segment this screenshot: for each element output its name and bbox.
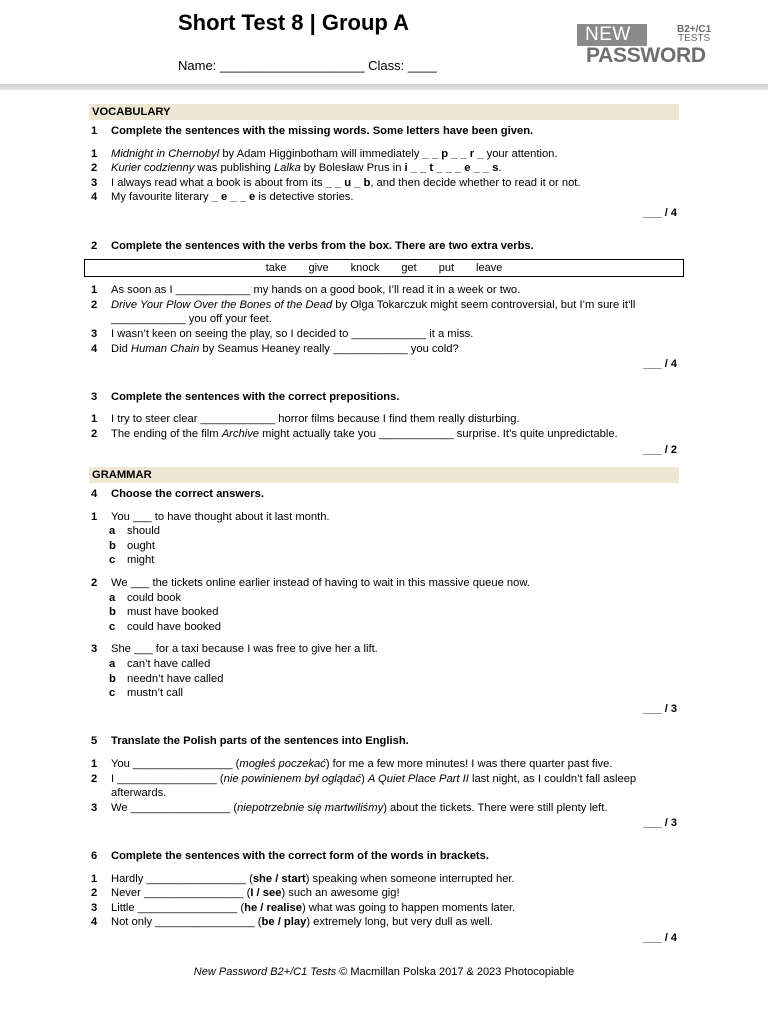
list-item — [89, 327, 679, 342]
item-number: 2 — [91, 162, 98, 175]
answer-option[interactable] — [89, 524, 679, 539]
logo-password: PASSWORD — [586, 44, 706, 67]
item-number: 2 — [91, 427, 98, 440]
instruction-text: Complete the sentences with the correct form of the words in brackets. — [111, 849, 489, 862]
option-text: needn’t have called — [127, 672, 224, 685]
item-number: 1 — [91, 758, 98, 770]
instruction-text: Complete the sentences with the missing words. Some letters have been given. — [111, 125, 534, 137]
instruction-text: Choose the correct answers. — [111, 488, 264, 501]
item-number: 3 — [91, 901, 98, 914]
logo-level: B2+/C1 — [677, 24, 712, 35]
option-text: could have booked — [127, 620, 221, 633]
instruction-text: Translate the Polish parts of the sentences into English. — [111, 735, 409, 748]
exercise-number: 3 — [91, 390, 98, 403]
score-box: ___ / 4 — [643, 358, 677, 371]
list-item — [89, 412, 679, 427]
option-letter: b — [109, 606, 116, 619]
exercise-6-instruction — [89, 849, 679, 864]
item-number: 1 — [91, 510, 98, 523]
item-text: Drive Your Plow Over the Bones of the Dead by Olga Tokarczuk might seem controversial, but I’m sure it’ll ____________ you off your feet. — [111, 298, 636, 326]
item-number: 4 — [91, 342, 98, 355]
option-text: can’t have called — [127, 658, 211, 671]
list-item — [89, 190, 679, 205]
section-heading-grammar: GRAMMAR — [89, 467, 679, 483]
list-item — [89, 757, 679, 772]
instruction-text: Complete the sentences with the verbs from the box. There are two extra verbs. — [111, 239, 534, 252]
item-number: 2 — [91, 577, 98, 590]
item-text: Midnight in Chernobyl by Adam Higginbotham will immediately _ _ p _ _ r _ your attention. — [111, 147, 558, 160]
item-text: My favourite literary _ e _ _ e is detective stories. — [111, 191, 354, 204]
score-box: ___ / 2 — [643, 443, 677, 456]
option-letter: b — [109, 539, 116, 552]
answer-option[interactable] — [89, 553, 679, 568]
answer-option[interactable] — [89, 591, 679, 606]
item-number: 3 — [91, 801, 98, 814]
item-text: You ________________ (mogłeś poczekać) for me a few more minutes! I was there quarter past five. — [111, 758, 613, 770]
exercise-1-instruction — [89, 124, 679, 139]
item-text: Not only ________________ (be / play) extremely long, but very dull as well. — [111, 916, 493, 929]
question — [89, 576, 679, 591]
exercise-5-instruction — [89, 734, 679, 749]
word-box-item: leave — [476, 262, 503, 275]
question-text: She ___ for a taxi because I was free to give her a lift. — [111, 643, 378, 656]
item-text: I try to steer clear ____________ horror films because I find them really disturbing. — [111, 413, 520, 426]
header-divider — [0, 84, 768, 90]
item-number: 4 — [91, 916, 98, 929]
question-text: You ___ to have thought about it last month. — [111, 510, 330, 523]
exercise-number: 4 — [91, 488, 98, 501]
score-box: ___ / 3 — [643, 817, 677, 830]
logo-tests: TESTS — [678, 33, 711, 44]
list-item — [89, 772, 679, 801]
item-text: As soon as I ____________ my hands on a good book, I’ll read it in a week or two. — [111, 284, 521, 297]
list-item — [89, 147, 679, 162]
exercise-number: 1 — [91, 125, 98, 137]
item-number: 3 — [91, 643, 98, 656]
word-box-item: take — [265, 262, 287, 275]
item-number: 2 — [91, 298, 98, 311]
question — [89, 642, 679, 657]
list-item — [89, 886, 679, 901]
score-box: ___ / 4 — [643, 206, 677, 219]
item-text: Kurier codzienny was publishing Lalka by Bolesław Prus in i _ _ t _ _ _ e _ _ s. — [111, 162, 502, 175]
item-text: The ending of the film Archive might actually take you ____________ surprise. It’s quite unpredictable. — [111, 427, 618, 440]
list-item — [89, 915, 679, 930]
item-text: Never ________________ (I / see) such an awesome gig! — [111, 887, 400, 900]
page-footer: New Password B2+/C1 Tests © Macmillan Polska 2017 & 2023 Photocopiable — [193, 966, 575, 978]
answer-option[interactable] — [89, 657, 679, 672]
list-item — [89, 176, 679, 191]
option-letter: b — [109, 672, 116, 685]
new-password-logo — [577, 24, 717, 68]
option-text: could book — [127, 591, 182, 604]
logo-new-label: NEW — [577, 24, 647, 46]
score-box: ___ / 4 — [643, 931, 677, 944]
item-text: Little ________________ (he / realise) what was going to happen moments later. — [111, 901, 516, 914]
test-content — [89, 104, 679, 946]
exercise-4-instruction — [89, 487, 679, 502]
instruction-text: Complete the sentences with the correct prepositions. — [111, 390, 400, 403]
option-text: ought — [127, 539, 155, 552]
item-number: 1 — [91, 284, 98, 297]
answer-option[interactable] — [89, 672, 679, 687]
word-box-item: get — [401, 262, 417, 275]
item-text: Did Human Chain by Seamus Heaney really ____________ you cold? — [111, 342, 459, 355]
option-letter: c — [109, 687, 116, 700]
item-number: 3 — [91, 176, 98, 189]
list-item — [89, 872, 679, 887]
item-number: 1 — [91, 413, 98, 426]
item-number: 2 — [91, 772, 98, 785]
list-item — [89, 427, 679, 442]
answer-option[interactable] — [89, 605, 679, 620]
exercise-number: 2 — [91, 239, 98, 252]
item-number: 4 — [91, 191, 98, 204]
answer-option[interactable] — [89, 620, 679, 635]
list-item — [89, 161, 679, 176]
word-box-item: knock — [350, 262, 380, 275]
item-text: I always read what a book is about from its _ _ u _ b, and then decide whether to read it or not. — [111, 176, 581, 189]
word-box-item: give — [308, 262, 329, 275]
item-number: 2 — [91, 887, 98, 900]
option-text: should — [127, 525, 160, 538]
answer-option[interactable] — [89, 539, 679, 554]
option-letter: a — [109, 658, 116, 671]
item-text: We ________________ (niepotrzebnie się martwiliśmy) about the tickets. There were still plenty left. — [111, 801, 608, 814]
page-title: Short Test 8 | Group A — [178, 10, 410, 35]
word-box — [84, 259, 684, 277]
item-number: 3 — [91, 327, 98, 340]
list-item — [89, 801, 679, 816]
option-letter: a — [109, 525, 116, 538]
list-item — [89, 283, 679, 298]
list-item — [89, 298, 679, 327]
exercise-2-instruction — [89, 239, 679, 254]
answer-option[interactable] — [89, 686, 679, 701]
word-box-item: put — [438, 262, 455, 275]
question — [89, 510, 679, 525]
score-box: ___ / 3 — [643, 702, 677, 715]
exercise-number: 5 — [91, 735, 98, 748]
list-item — [89, 901, 679, 916]
option-letter: a — [109, 591, 116, 604]
item-number: 1 — [91, 872, 98, 885]
name-class-line: Name: ____________________ Class: ____ — [178, 58, 437, 73]
question-text: We ___ the tickets online earlier instead of having to wait in this massive queue now. — [111, 577, 530, 590]
section-heading-vocabulary: VOCABULARY — [89, 104, 679, 120]
option-letter: c — [109, 620, 116, 633]
option-letter: c — [109, 554, 116, 567]
list-item — [89, 342, 679, 357]
item-text: Hardly ________________ (she / start) speaking when someone interrupted her. — [111, 872, 515, 885]
item-number: 1 — [91, 147, 98, 160]
option-text: must have booked — [127, 606, 219, 619]
exercise-3-instruction — [89, 390, 679, 405]
item-text: I wasn’t keen on seeing the play, so I decided to ____________ it a miss. — [111, 327, 474, 340]
option-text: mustn’t call — [127, 687, 183, 700]
option-text: might — [127, 554, 155, 567]
item-text: I ________________ (nie powinienem był oglądać) A Quiet Place Part II last night, as I couldn’t fall asleep afterwards. — [111, 772, 637, 800]
exercise-number: 6 — [91, 849, 98, 862]
